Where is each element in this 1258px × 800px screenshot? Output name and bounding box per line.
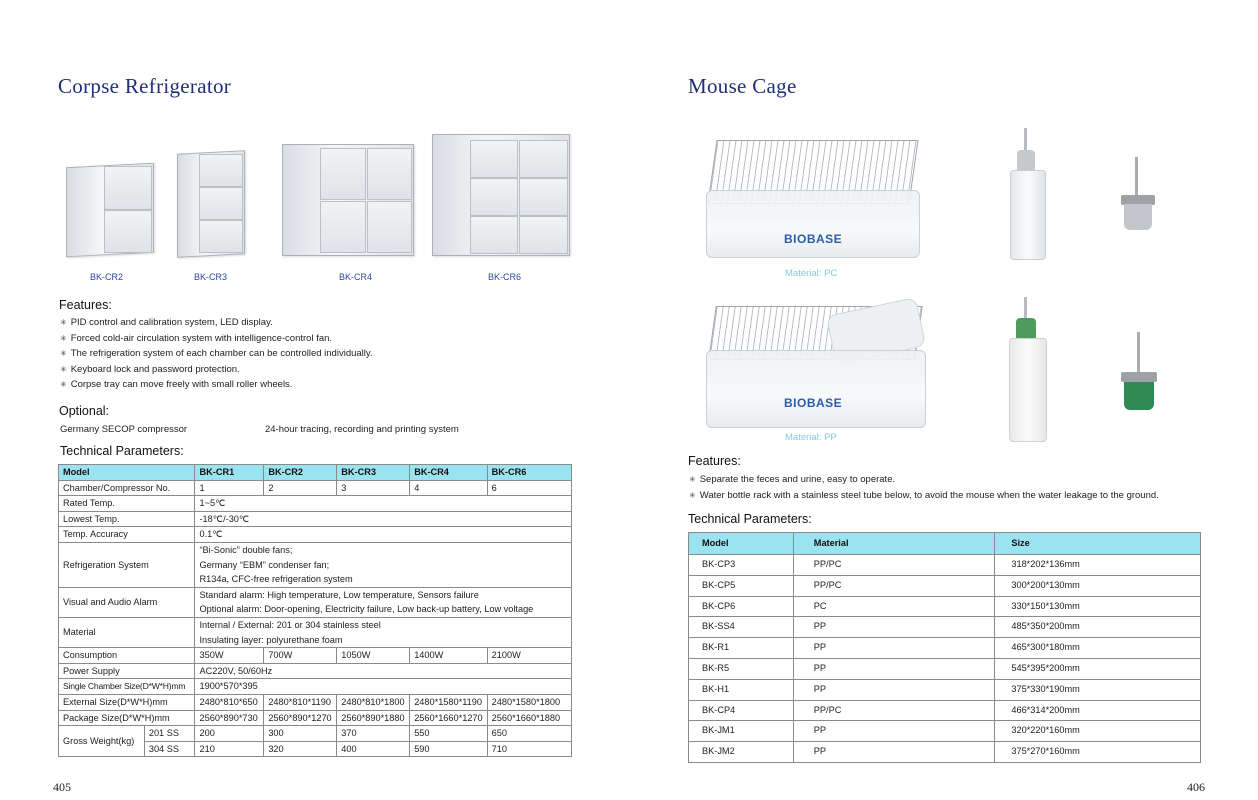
optional-item: Germany SECOP compressor	[60, 424, 188, 435]
table-row: BK-JM2 PP 375*270*160mm	[689, 742, 1201, 763]
table-row: Insulating layer: polyurethane foam	[59, 633, 572, 648]
left-page-number: 405	[53, 780, 71, 794]
table-row: Lowest Temp. -18℃/-30℃	[59, 511, 572, 527]
optional-item: 24-hour tracing, recording and printing system	[265, 424, 459, 435]
brand-label: BIOBASE	[784, 232, 843, 246]
table-row: BK-JM1 PP 320*220*160mm	[689, 721, 1201, 742]
table-row: Visual and Audio Alarm Standard alarm: High temperature, Low temperature, Sensors failure	[59, 587, 572, 602]
table-row: 304 SS 210 320 400 590 710	[59, 741, 572, 757]
feature-item: ✳ Separate the feces and urine, easy to operate.	[689, 472, 1159, 488]
table-row: R134a, CFC-free refrigeration system	[59, 572, 572, 587]
feature-item: ✳ Corpse tray can move freely with small roller wheels.	[60, 377, 373, 393]
feature-item: ✳ Water bottle rack with a stainless steel tube below, to avoid the mouse when the water leakage to the ground.	[689, 488, 1159, 504]
caption-bk-cr6: BK-CR6	[488, 272, 522, 282]
table-row: BK-CP6 PC 330*150*130mm	[689, 596, 1201, 617]
table-row: Package Size(D*W*H)mm 2560*890*730 2560*890*1270 2560*890*1880 2560*1660*1270 2560*1660*1880	[59, 710, 572, 726]
optional-heading: Optional:	[59, 404, 110, 418]
table-row: Rated Temp. 1~5℃	[59, 496, 572, 512]
right-tech-heading: Technical Parameters:	[688, 512, 812, 526]
right-features-heading: Features:	[688, 454, 741, 468]
table-row: Power Supply AC220V, 50/60Hz	[59, 663, 572, 679]
left-features-list	[60, 315, 373, 393]
table-row: BK-R1 PP 465*300*180mm	[689, 638, 1201, 659]
table-row: Gross Weight(kg) 201 SS 200 300 370 550 650	[59, 726, 572, 742]
left-tech-heading: Technical Parameters:	[60, 444, 184, 458]
material-pp-caption: Material: PP	[785, 432, 837, 443]
table-row: BK-CP5 PP/PC 300*200*130mm	[689, 575, 1201, 596]
caption-bk-cr3: BK-CR3	[194, 272, 228, 282]
corpse-refrigerator-table	[58, 464, 572, 757]
table-row: Optional alarm: Door-opening, Electricity failure, Low back-up battery, Low voltage	[59, 602, 572, 617]
right-page-number: 406	[1187, 780, 1205, 794]
table-row: BK-CP3 PP/PC 318*202*136mm	[689, 555, 1201, 576]
mouse-cage-table	[688, 532, 1201, 763]
table-row: Single Chamber Size(D*W*H)mm 1900*570*395	[59, 679, 572, 695]
brand-label: BIOBASE	[784, 396, 843, 410]
left-page-title: Corpse Refrigerator	[58, 74, 232, 98]
right-features-list	[689, 472, 1159, 503]
feature-item: ✳ The refrigeration system of each chamber can be controlled individually.	[60, 346, 373, 362]
table-row: BK-H1 PP 375*330*190mm	[689, 679, 1201, 700]
feature-item: ✳ PID control and calibration system, LED display.	[60, 315, 373, 331]
table-row: External Size(D*W*H)mm 2480*810*650 2480*810*1190 2480*810*1800 2480*1580*1190 2480*1580*1800	[59, 694, 572, 710]
table-row: Temp. Accuracy 0.1℃	[59, 527, 572, 543]
table-row: Chamber/Compressor No. 1 2 3 4 6	[59, 480, 572, 496]
table-row: BK-SS4 PP 485*350*200mm	[689, 617, 1201, 638]
table-row: BK-R5 PP 545*395*200mm	[689, 658, 1201, 679]
table-row: BK-CP4 PP/PC 466*314*200mm	[689, 700, 1201, 721]
table-header-row: Model BK-CR1 BK-CR2 BK-CR3 BK-CR4 BK-CR6	[59, 465, 572, 481]
table-row: Consumption 350W 700W 1050W 1400W 2100W	[59, 648, 572, 664]
table-row: Refrigeration System “Bi-Sonic” double fans;	[59, 542, 572, 557]
caption-bk-cr2: BK-CR2	[90, 272, 124, 282]
left-features-heading: Features:	[59, 298, 112, 312]
table-row: Germany “EBM” condenser fan;	[59, 558, 572, 573]
table-row: Material Internal / External: 201 or 304 stainless steel	[59, 617, 572, 632]
feature-item: ✳ Forced cold-air circulation system with intelligence-control fan.	[60, 331, 373, 347]
material-pc-caption: Material: PC	[785, 268, 838, 279]
caption-bk-cr4: BK-CR4	[339, 272, 373, 282]
feature-item: ✳ Keyboard lock and password protection.	[60, 362, 373, 378]
right-page-title: Mouse Cage	[688, 74, 797, 98]
table-header-row: Model Material Size	[689, 533, 1201, 555]
